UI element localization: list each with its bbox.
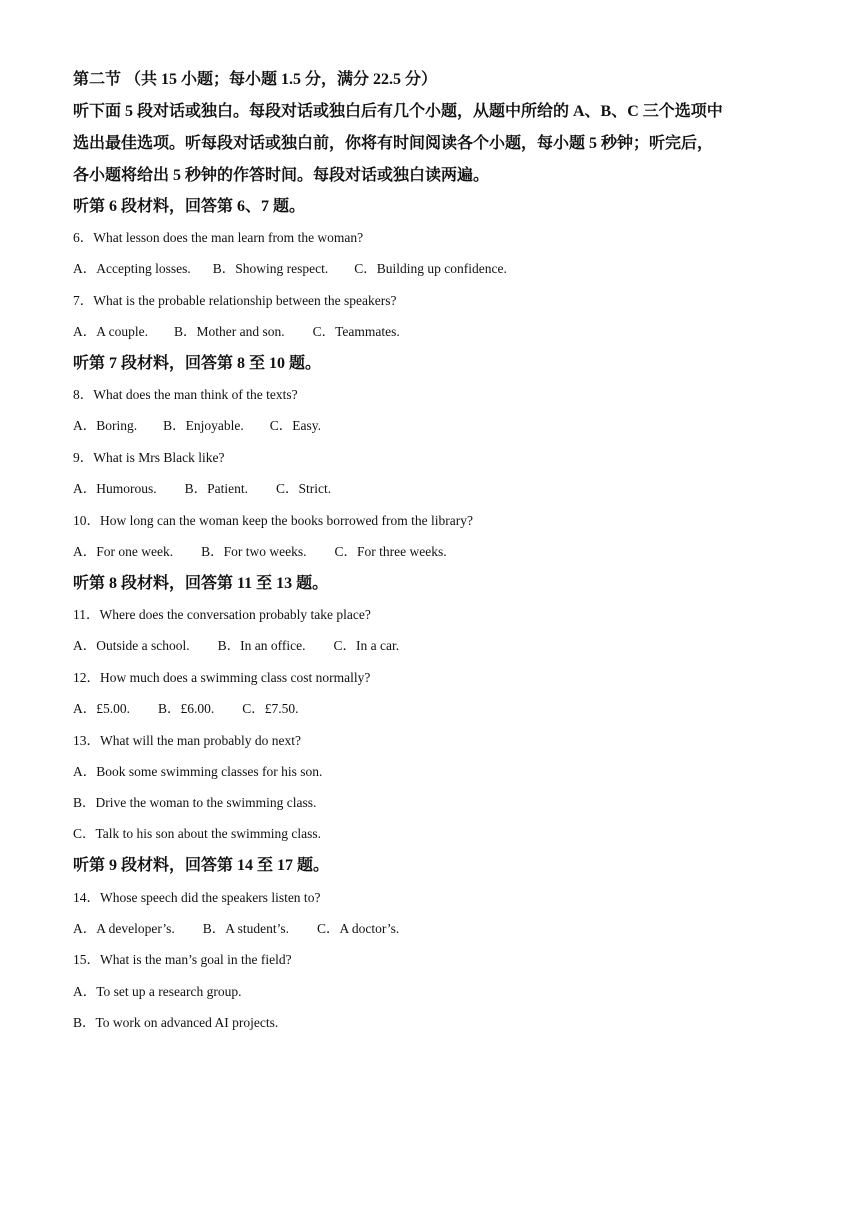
question-stem: 11．Where does the conversation probably take place? bbox=[73, 607, 371, 622]
group-heading: 听第 7 段材料，回答第 8 至 10 题。 bbox=[73, 355, 322, 372]
option-a: A．A couple. bbox=[73, 324, 148, 339]
option-b: B．Showing respect. bbox=[212, 261, 329, 276]
option-c: C．Easy. bbox=[269, 418, 321, 433]
question-stem: 7．What is the probable relationship between the speakers? bbox=[73, 293, 397, 308]
option-b: B．Enjoyable. bbox=[163, 418, 244, 433]
section-title: 第二节 （共 15 小题；每小题 1.5 分，满分 22.5 分） bbox=[73, 71, 438, 88]
option-b: B．Patient. bbox=[184, 481, 248, 496]
option-a: A．Accepting losses. bbox=[73, 261, 191, 276]
question-stem: 12．How much does a swimming class cost normally? bbox=[73, 670, 371, 685]
question-options bbox=[73, 414, 321, 434]
option-a: A．Humorous. bbox=[73, 481, 157, 496]
question-stem: 6．What lesson does the man learn from the woman? bbox=[73, 230, 364, 245]
option-a: A．Outside a school. bbox=[73, 638, 190, 653]
question-options bbox=[73, 477, 331, 497]
option-b: B．A student’s. bbox=[202, 921, 289, 936]
option-c: C．Talk to his son about the swimming class. bbox=[73, 826, 322, 841]
option-a: A．For one week. bbox=[73, 544, 174, 559]
option-a: A．A developer’s. bbox=[73, 921, 175, 936]
option-a: A．£5.00. bbox=[73, 701, 130, 716]
option-b: B．In an office. bbox=[217, 638, 306, 653]
option-a: A．Boring. bbox=[73, 418, 138, 433]
question-options bbox=[73, 257, 507, 277]
option-c: C．In a car. bbox=[333, 638, 400, 653]
group-heading: 听第 8 段材料，回答第 11 至 13 题。 bbox=[73, 575, 329, 592]
option-b: B．Mother and son. bbox=[174, 324, 285, 339]
question-options bbox=[73, 917, 399, 937]
question-options bbox=[73, 320, 400, 340]
question-stem: 14．Whose speech did the speakers listen to? bbox=[73, 890, 321, 905]
instruction-line-1: 听下面 5 段对话或独白。每段对话或独白后有几个小题，从题中所给的 A、B、C 三个选项中 bbox=[73, 103, 723, 120]
question-stem: 9．What is Mrs Black like? bbox=[73, 450, 225, 465]
option-b: B．For two weeks. bbox=[201, 544, 307, 559]
question-stem: 10．How long can the woman keep the books borrowed from the library? bbox=[73, 513, 474, 528]
option-c: C．A doctor’s. bbox=[317, 921, 400, 936]
question-stem: 15．What is the man’s goal in the field? bbox=[73, 952, 292, 967]
question-stem: 8．What does the man think of the texts? bbox=[73, 387, 298, 402]
option-c: C．£7.50. bbox=[242, 701, 299, 716]
option-c: C．Teammates. bbox=[312, 324, 400, 339]
instruction-line-2: 选出最佳选项。听每段对话或独白前，你将有时间阅读各个小题，每小题 5 秒钟；听完后， bbox=[73, 135, 714, 152]
group-heading: 听第 9 段材料，回答第 14 至 17 题。 bbox=[73, 857, 330, 874]
question-options bbox=[73, 697, 299, 717]
option-c: C．Building up confidence. bbox=[354, 261, 507, 276]
option-b: B．Drive the woman to the swimming class. bbox=[73, 795, 317, 810]
option-a: A．Book some swimming classes for his son. bbox=[73, 764, 323, 779]
instruction-line-3: 各小题将给出 5 秒钟的作答时间。每段对话或独白读两遍。 bbox=[73, 167, 490, 184]
option-b: B．To work on advanced AI projects. bbox=[73, 1015, 279, 1030]
question-options bbox=[73, 634, 399, 654]
question-options bbox=[73, 540, 447, 560]
option-b: B．£6.00. bbox=[158, 701, 215, 716]
option-a: A．To set up a research group. bbox=[73, 984, 242, 999]
group-heading: 听第 6 段材料，回答第 6、7 题。 bbox=[73, 198, 306, 215]
option-c: C．Strict. bbox=[276, 481, 332, 496]
question-stem: 13．What will the man probably do next? bbox=[73, 733, 301, 748]
option-c: C．For three weeks. bbox=[334, 544, 447, 559]
